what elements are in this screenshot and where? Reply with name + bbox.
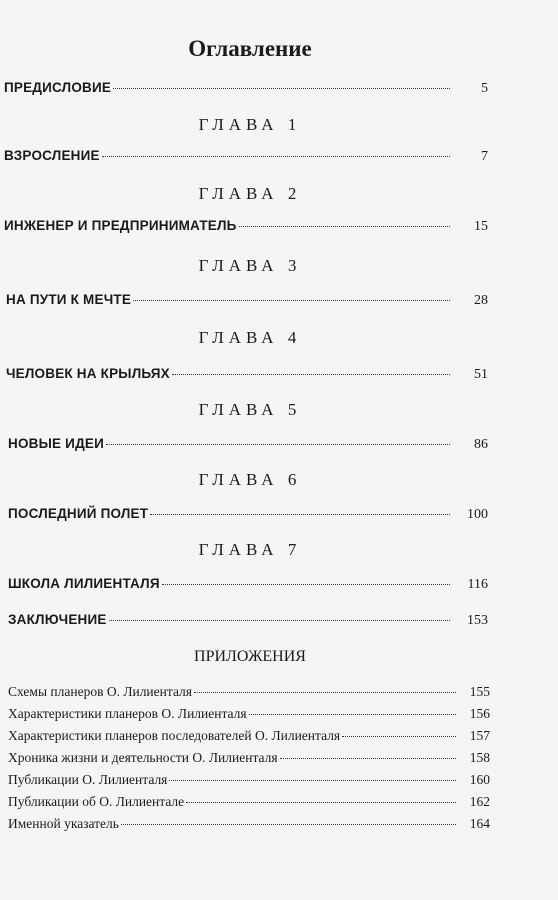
dot-leader [239, 226, 450, 227]
entry-page: 116 [467, 577, 488, 592]
chapter-heading: ГЛАВА 5 [198, 400, 302, 419]
entry-page: 28 [474, 293, 488, 308]
entry-page: 86 [474, 437, 488, 452]
entry-title: Характеристики планеров О. Лилиенталя [8, 706, 247, 721]
entry-title: ЗАКЛЮЧЕНИЕ [8, 612, 107, 627]
appendix-entry[interactable] [8, 794, 490, 810]
entry-title: ЧЕЛОВЕК НА КРЫЛЬЯХ [6, 366, 170, 381]
entry-page: 164 [469, 816, 490, 831]
appendices-heading: ПРИЛОЖЕНИЯ [194, 648, 306, 665]
dot-leader [162, 584, 450, 585]
chapter-heading: ГЛАВА 3 [198, 256, 302, 275]
appendix-entry[interactable] [8, 816, 490, 832]
toc-entry[interactable] [8, 506, 488, 523]
chapter-heading: ГЛАВА 2 [198, 184, 302, 203]
entry-page: 51 [474, 367, 488, 382]
toc-entry[interactable] [8, 612, 488, 629]
entry-title: Характеристики планеров последователей О. Лилиенталя [8, 728, 341, 743]
entry-page: 162 [469, 794, 490, 809]
toc-entry[interactable] [6, 292, 488, 309]
toc-entry[interactable] [8, 576, 488, 593]
dot-leader [121, 824, 456, 825]
dot-leader [342, 736, 456, 737]
appendix-entry[interactable] [8, 706, 490, 722]
toc-entry[interactable] [8, 436, 488, 453]
entry-page: 7 [481, 149, 488, 164]
entry-page: 158 [469, 750, 490, 765]
entry-title: Хроника жизни и деятельности О. Лилиенталя [8, 750, 278, 765]
appendix-entry[interactable] [8, 684, 490, 700]
dot-leader [169, 780, 456, 781]
entry-title: НА ПУТИ К МЕЧТЕ [6, 292, 132, 307]
entry-page: 155 [469, 684, 490, 699]
entry-title: Публикации О. Лилиенталя [8, 772, 168, 787]
entry-page: 153 [467, 613, 488, 628]
entry-title: ВЗРОСЛЕНИЕ [4, 148, 100, 163]
entry-title: Схемы планеров О. Лилиенталя [8, 684, 192, 699]
chapter-heading: ГЛАВА 6 [198, 470, 302, 489]
dot-leader [194, 692, 456, 693]
dot-leader [280, 758, 456, 759]
appendix-entry[interactable] [8, 750, 490, 766]
dot-leader [102, 156, 450, 157]
appendix-entry[interactable] [8, 728, 490, 744]
chapter-heading: ГЛАВА 7 [198, 540, 302, 559]
entry-page: 157 [469, 728, 490, 743]
entry-page: 100 [467, 507, 488, 522]
entry-page: 15 [474, 219, 488, 234]
dot-leader [150, 514, 450, 515]
entry-title: НОВЫЕ ИДЕИ [8, 436, 104, 451]
toc-entry[interactable] [4, 148, 488, 165]
entry-page: 5 [481, 81, 488, 96]
entry-title: Публикации об О. Лилиентале [8, 794, 185, 809]
chapter-heading: ГЛАВА 1 [198, 115, 302, 134]
dot-leader [109, 620, 450, 621]
dot-leader [106, 444, 450, 445]
dot-leader [186, 802, 456, 803]
chapter-heading: ГЛАВА 4 [198, 328, 302, 347]
toc-entry[interactable] [4, 80, 488, 97]
entry-title: ИНЖЕНЕР И ПРЕДПРИНИМАТЕЛЬ [4, 218, 237, 233]
dot-leader [113, 88, 450, 89]
entry-title: ШКОЛА ЛИЛИЕНТАЛЯ [8, 576, 160, 591]
entry-page: 156 [469, 706, 490, 721]
entry-title: ПОСЛЕДНИЙ ПОЛЕТ [8, 506, 149, 521]
entry-title: ПРЕДИСЛОВИЕ [4, 80, 112, 95]
appendix-entry[interactable] [8, 772, 490, 788]
entry-page: 160 [469, 772, 490, 787]
toc-entry[interactable] [6, 366, 488, 383]
page-title: Оглавление [188, 36, 312, 61]
dot-leader [249, 714, 456, 715]
dot-leader [172, 374, 450, 375]
toc-entry[interactable] [4, 218, 488, 235]
entry-title: Именной указатель [8, 816, 119, 831]
dot-leader [133, 300, 450, 301]
